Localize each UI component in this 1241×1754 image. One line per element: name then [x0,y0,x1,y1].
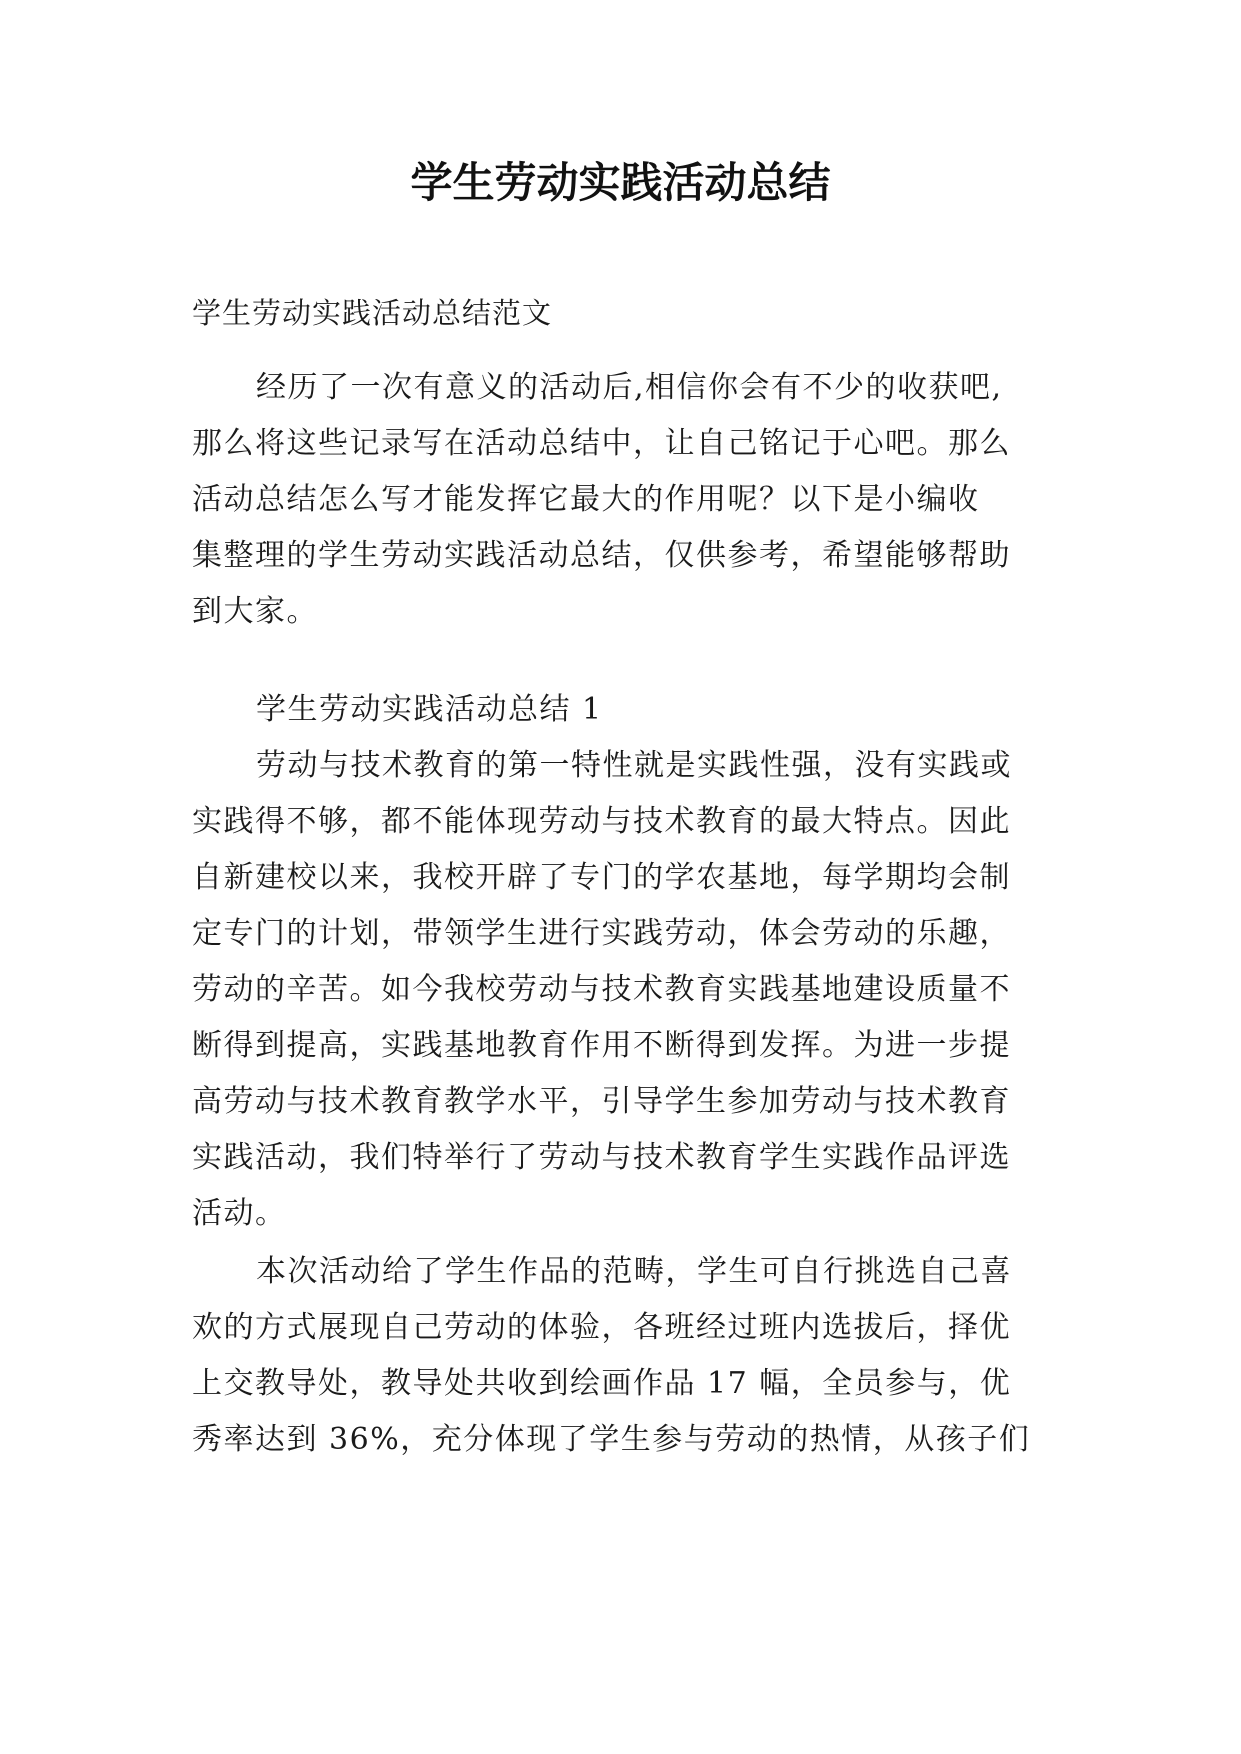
text-line: 劳动与技术教育的第一特性就是实践性强，没有实践或 [256,748,1012,783]
text-line: 集整理的学生劳动实践活动总结，仅供参考，希望能够帮助 [192,538,1011,573]
text-line: 自新建校以来，我校开辟了专门的学农基地，每学期均会制 [192,860,1011,895]
text-line: 断得到提高，实践基地教育作用不断得到发挥。为进一步提 [192,1028,1011,1063]
text-line: 实践得不够，都不能体现劳动与技术教育的最大特点。因此 [192,804,1011,839]
text-line: 定专门的计划，带领学生进行实践劳动，体会劳动的乐趣， [192,916,1011,951]
text-line: 高劳动与技术教育教学水平，引导学生参加劳动与技术教育 [192,1084,1011,1119]
text-line: 本次活动给了学生作品的范畴，学生可自行挑选自己喜 [256,1254,1012,1289]
section-heading: 学生劳动实践活动总结 1 [256,692,603,727]
document-subtitle: 学生劳动实践活动总结范文 [192,296,553,330]
text-line: 活动总结怎么写才能发挥它最大的作用呢？以下是小编收 [192,482,980,517]
text-line: 上交教导处，教导处共收到绘画作品 17 幅，全员参与，优 [192,1366,1012,1401]
text-line: 实践活动，我们特举行了劳动与技术教育学生实践作品评选 [192,1140,1011,1175]
text-line: 那么将这些记录写在活动总结中，让自己铭记于心吧。那么 [192,426,1011,461]
text-line: 到大家。 [192,594,318,629]
text-line: 经历了一次有意义的活动后,相信你会有不少的收获吧, [256,370,1003,405]
page-title: 学生劳动实践活动总结 [410,158,831,207]
text-line: 劳动的辛苦。如今我校劳动与技术教育实践基地建设质量不 [192,972,1011,1007]
text-line: 活动。 [192,1196,287,1231]
text-line: 秀率达到 36%，充分体现了学生参与劳动的热情，从孩子们 [192,1422,1031,1457]
text-line: 欢的方式展现自己劳动的体验，各班经过班内选拔后，择优 [192,1310,1011,1345]
